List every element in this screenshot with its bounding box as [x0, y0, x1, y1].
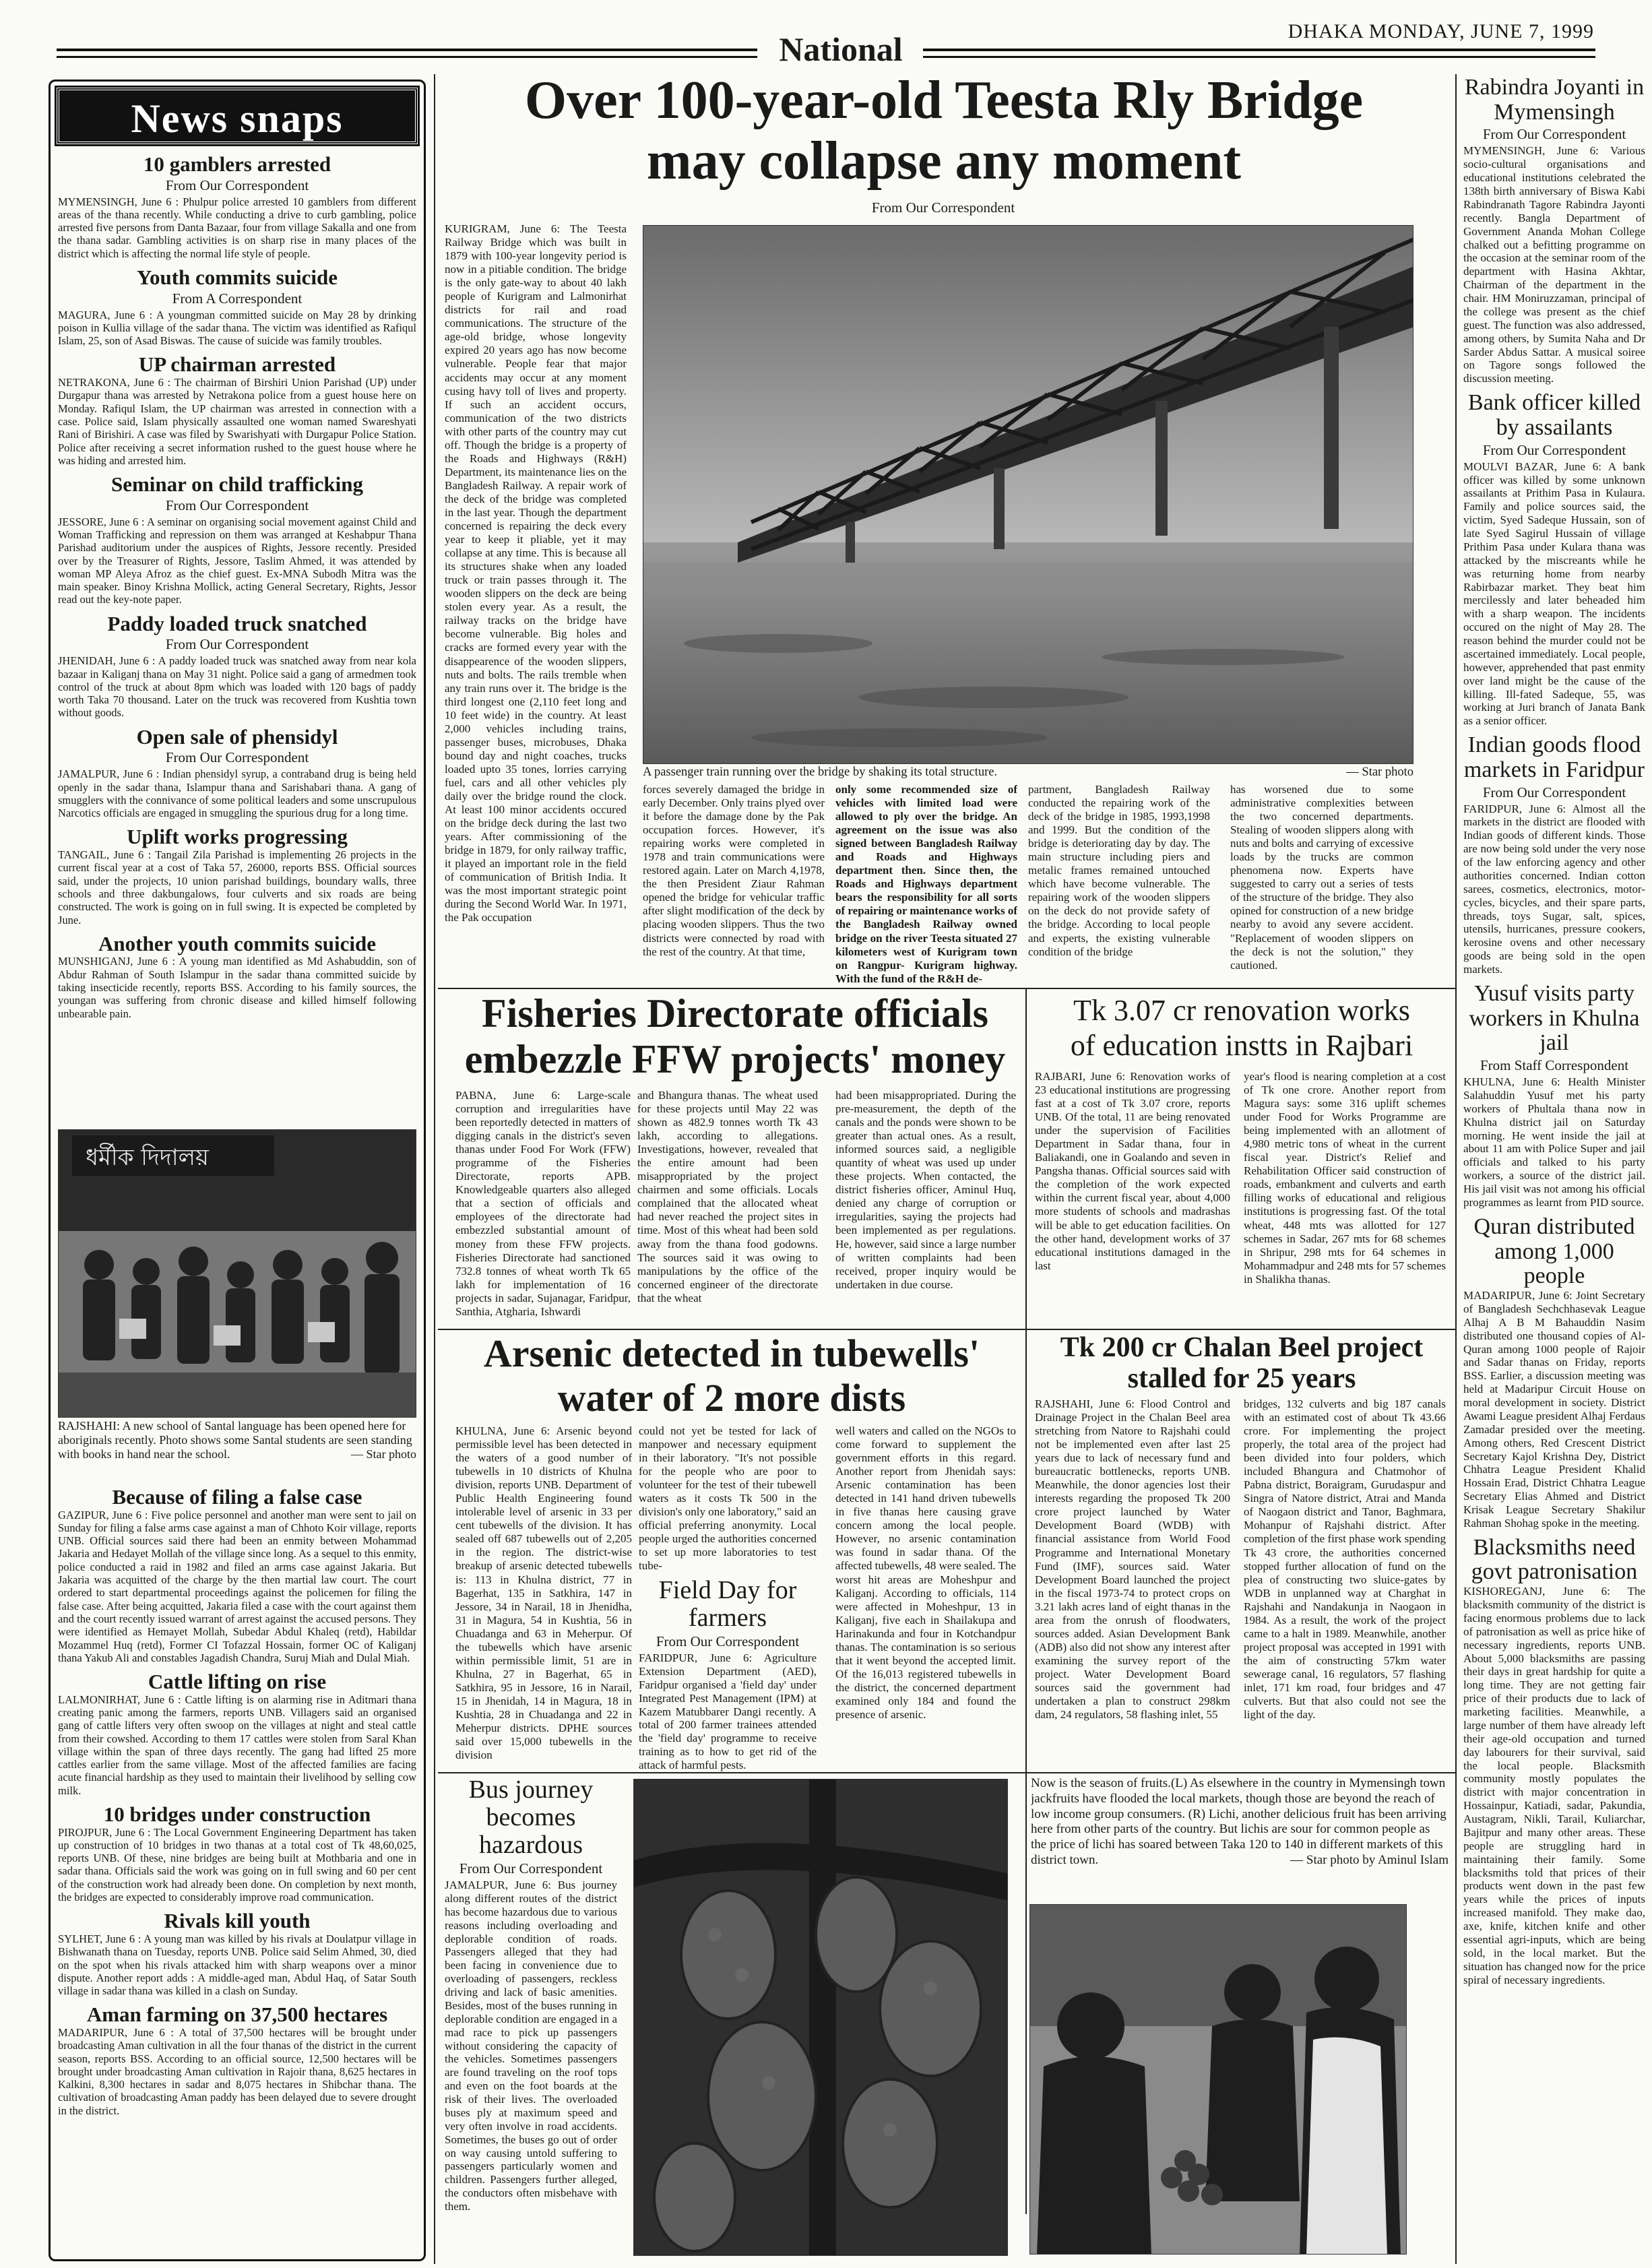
brief-body: PIROJPUR, June 6 : The Local Government Engineering Department has taken up construction of 10 bridges in two thanas at a total cost of Tk 48,60,025, reports UNB. Of these, nine bridges are being built at Mothbaria and one in sadar thana. Officials said the work was going on in full swing and 60 per cent of the construction work had already been done. On completion by next month, the bridges are expected to considerably improve road communication. — [58, 1825, 416, 1904]
lead-headline-line2: may collapse any moment — [646, 131, 1242, 191]
chalan-beel-col-1 — [1035, 1397, 1230, 1769]
bridge-photo-caption: A passenger train running over the bridge by shaking its total structure. — [643, 765, 998, 779]
column-rule-1 — [434, 74, 435, 2264]
brief-headline: Uplift works progressing — [127, 825, 348, 849]
brief-body: JHENIDAH, June 6 : A paddy loaded truck was snatched away from near kola bazaar in Kaliganj thana on May 31 night. Police said a gang of armedmen took control of the truck at about 8pm which was loaded with 120 bags of paddy worth Taka 70 thousand. Later on the truck was recovered from Kushtia town without goods. — [58, 654, 416, 720]
brief-body: MADARIPUR, June 6: Joint Secretary of Bangladesh Sechchhasevak League Alhaj A B M Bahauddin Nasim distributed one thousand copies of Al-Quran among 1000 people of Rajoir and Sadar thanas on Friday, reports BSS. Earlier, a discussion meeting was held at Madaripur Circuit House on moral development in society. District Awami League president Alhaj Ferdaus Zamadar presided over the meeting. Among others, Red Crescent District Secretary Kajol Krishna Dey, District Chhatra League President Khalid Hossain Erad, District Chhatra League Secretary Elias Ahmed and District Krisak League Secretary Shakilur Rahman Shohag spoke in the meeting. — [1463, 1289, 1645, 1530]
chalan-beel-col-2 — [1244, 1397, 1446, 1769]
brief-body: MOULVI BAZAR, June 6: A bank officer was killed by some unknown assailants at Prithim Pasa in Kulaura. Family and police sources said, the victim, Syed Sadeque Hussain, son of late Syed Sagirul Hussain of village Prithim Pasa under Kulara thana was attacked by the miscreants while he was returning home from nearby Rabirbazar market. They beat him mercilessly and later beheaded him with a sharp weapon. The incidents occured on the night of May 28. The reason behind the murder could not be ascertained immediately. Local people, however, apprehended that past enmity over land might be the cause of the killing. Ill-fated Sadeque, 55, was working at Juri branch of Janata Bank as a senior officer. — [1463, 460, 1645, 728]
arsenic-col-3 — [835, 1424, 1016, 1768]
fisheries-col-3-text: had been misappropriated. During the pre-measurement, the depth of the canals and the ponds were shown to be greater than actual ones. As a result, informed sources said, a negligible quantity of wheat was used up under these projects. When contacted, the district fisheries officer, Aminul Huq, denied any charge of corruption or irregularities, saying the projects had been implemented as per regulations. He, however, said since a large number of written complaints had been received, proper inquiry would be undertaken in due course. — [835, 1089, 1016, 1291]
lead-col-5-text: has worsened due to some administrative complexities between the two concerned departments. Stealing of wooden slippers along with nuts and bolts and carrying of excessive loads by the trucks are common phenomena now. Experts have suggested to carry out a series of tests of the structure of the bridge. They also opined for construction of a new bridge nearby to avoid any severe accident. "Replacement of wooden slippers on the deck is not the solution," they cautioned. — [1230, 783, 1413, 972]
lead-headline-line1: Over 100-year-old Teesta Rly Bridge — [524, 71, 1364, 130]
brief-headline: Because of filing a false case — [112, 1485, 362, 1509]
lead-col-4 — [1028, 783, 1210, 985]
news-snaps-briefs-top — [58, 147, 416, 1124]
brief-byline: From Our Correspondent — [165, 636, 309, 653]
brief-headline: Open sale of phensidyl — [136, 724, 338, 749]
masthead-rule-left — [57, 49, 757, 58]
bus-journey-story — [445, 1776, 617, 2261]
brief-headline: Cattle lifting on rise — [148, 1670, 327, 1694]
brief-headline: Paddy loaded truck snatched — [107, 611, 367, 635]
brief-body: LALMONIRHAT, June 6 : Cattle lifting is on alarming rise in Aditmari thana creating panic among the farmers, reports UNB. Villagers said an organised gang of cattle lifters very often swoop on the villages at night and steal cattle from their cowshed. According to them 17 cattles were stolen from Saral Khan village within the span of three days recently. The gang had lifted 25 more cattles earlier from the same village. Most of the affected families are facing acute financial hardship as they used to maintain their livelihood by selling cow milk. — [58, 1693, 416, 1797]
brief-body: MYMENSINGH, June 6 : Phulpur police arrested 10 gamblers from different areas of the thana recently. While conducting a drive to curb gambling, police arrested five persons from Danta Bazaar, four from village Sakalla and one from the thana sadar. Gambling activities is on sharp rise in many places of the district which is affecting the normal life style of people. — [58, 195, 416, 260]
santal-school-photo — [58, 1129, 416, 1418]
fruit-photo-credit: — Star photo by Aminul Islam — [1290, 1852, 1449, 1867]
lead-col-5 — [1230, 783, 1413, 985]
news-snaps-title: News snaps — [57, 88, 418, 144]
brief-body: NETRAKONA, June 6 : The chairman of Birshiri Union Parishad (UP) under Durgapur thana was arrested by Netrakona police from a guest house here on Monday. Rafiqul Islam, the UP chairman was arrested in connection with a case. Police said, Islam physically assaulted one woman named Swareshyati Rani of Birishiri. A case was filed by Swarishyati with Durgapur Police Station. Police after receiving a secret information rushed to the guest house where he was hiding and arrested him. — [58, 376, 416, 467]
bridge-photo-caption-wrap — [643, 765, 1413, 780]
lead-byline: From Our Correspondent — [871, 199, 1015, 216]
masthead-rule-right — [923, 49, 1595, 58]
brief-headline: Youth commits suicide — [137, 265, 338, 290]
section-name: National — [779, 30, 903, 68]
field-day-headline-1: Field Day for — [658, 1577, 797, 1604]
brief-headline: UP chairman arrested — [138, 352, 336, 377]
tk307-headline-line2: of education instts in Rajbari — [1070, 1029, 1413, 1062]
column-rule-right — [1455, 74, 1457, 2264]
brief-headline: Bank officer killed by assailants — [1467, 390, 1641, 440]
brief-headline: Quran distributed among 1,000 people — [1473, 1214, 1635, 1289]
brief-body: JESSORE, June 6 : A seminar on organising social movement against Child and Woman Trafficking and repression on them was arranged at Keshabpur Thana Parishad auditorium under the auspices of Rights, Jessore recently. Presided over by the Treasurer of Rights, Jessore, Taslim Ahmed, it was attended by woman MP Aleya Afroz as the chief guest. Ex-MNA Subodh Mitra was the main speaker. Binoy Krishna Mollick, acting General Secretary, Rights, Jessor read out the key-note paper. — [58, 515, 416, 606]
fruit-caption-text: Now is the season of fruits.(L) As elsewhere in the country in Mymensingh town jackfruits have flooded the local markets, though those are beyond the reach of low income group consumers. (R) Lichi, another delicious fruit has been arriving here from other parts of the country. But lichis are sour for common people as the price of lichi has soared between Taka 120 to 140 in different markets of this district town. — [1031, 1776, 1447, 1867]
lead-col-3-text: only some recommended size of vehicles with limited load were allowed to ply over the bridge. An agreement on the issue was also signed between Bangladesh Railway and Roads and Highways department then. Since then, the Roads and Highways department bears the responsibility for all sorts of repairing or maintenance works of the Bangladesh Railway owned bridge on the river Teesta situated 27 kilometers west of Kurigram town on Rangpur- Kurigram highway. With the fund of the R&H de- — [835, 783, 1017, 985]
chalan-beel-col-1-text: RAJSHAHI, June 6: Flood Control and Drainage Project in the Chalan Beel area stretching from Natore to Rajshahi could not be implemented even after last 25 years due to lack of necessary fund and bureaucratic bottlenecks, reports UNB. Meanwhile, the donor agencies lost their interests regarding the proposed Tk 200 crore project launched by Water Development Board (WDB) with financial assistance from World Food Programme and International Monetary Fund (IMF), sources said. Water Development Board launched the project in the fiscal 1973-74 to protect crops on 3.21 lakh acres land of eight thanas in the area from the onrush of floodwaters, sources added. Asian Development Bank (ADB) also did not show any interest after examining the survey report of the project. Water Development Board sources said the government had undertaken a plan to construct 298km dam, 24 regulators, 58 flashing inlet, 55 — [1035, 1397, 1230, 1722]
right-column — [1463, 70, 1645, 2261]
brief-byline: From A Correspondent — [172, 290, 303, 307]
brief-headline: Another youth commits suicide — [98, 931, 376, 955]
arsenic-headline-line2: water of 2 more dists — [557, 1376, 906, 1420]
brief-body: KHULNA, June 6: Health Minister Salahuddin Yusuf met his party workers of Phultala thana now in Khulna district jail on Saturday morning. He went inside the jail at about 11 am with Police Super and jail officials and talked to his party workers, a source of the district jail. His jail visit was not among his official programmes as learnt from PID source. — [1463, 1075, 1645, 1209]
santal-school-caption — [58, 1419, 416, 1480]
jackfruit-photo — [633, 1779, 1008, 2256]
brief-byline: From Our Correspondent — [1482, 784, 1626, 800]
chalan-beel-headline-line2: stalled for 25 years — [1127, 1363, 1356, 1394]
brief-body: KISHOREGANJ, June 6: The blacksmith community of the district is facing enormous problems due to lack of patronisation as well as price hike of necessary ingredients, reports UNB. About 5,000 blacksmiths are passing their days in great hardship for quite a long time. They are not getting fair price of their products due to lack of marketing facilities. Meanwhile, a large number of them have already left their age-old occupation and turned day labourers for their survival, said the local people. Blacksmith community mostly populates the district with major concentration in Hossainpur, Katiadi, sadar, Pakundia, Austagram, Nikli, Tarail, Kuliarchar, Bajitpur and many other areas. These people are struggling hard in maintaining their family. Some blacksmiths told that prices of their products went down in the past few years while the prices of inputs increased manifold. They make dao, axe, knife, kitchen knife and other essential agri-inputs, which are being sold, in the local market. But the situation has changed now for the price spiral of necessary ingredients. — [1463, 1585, 1645, 1986]
chalan-beel-headline-line1: Tk 200 cr Chalan Beel project — [1060, 1332, 1424, 1363]
brief-headline: Aman farming on 37,500 hectares — [86, 2003, 388, 2027]
brief-headline: 10 bridges under construction — [103, 1802, 371, 1827]
brief-headline: Yusuf visits party workers in Khulna jail — [1469, 980, 1640, 1056]
brief-body: TANGAIL, June 6 : Tangail Zila Parishad is implementing 26 projects in the current fiscal year at a cost of Taka 57, 26000, reports BSS. Official sources said, under the projects, 10 union parishad buildings, boundary walls, three schools and three dakbungalows, four culverts and six roads are being constructed. The work is going on in full swing. It is expected be completed by June. — [58, 848, 416, 926]
brief-headline: 10 gamblers arrested — [143, 152, 331, 176]
fisheries-col-2-text: and Bhangura thanas. The wheat used for these projects until May 22 was shown as 482.9 tonnes worth Tk 43 lakh, according to allegations. Investigations, however, revealed that the entire amount had been misappropriated by the project chairmen and some officials. Locals complained that the allocated wheat had never reached the project sites in time. Most of this wheat had been sold away from the thana food godowns. The sources said it was owing to manipulations by the office of the concerned engineer of the directorate that the wheat — [637, 1089, 818, 1304]
teesta-bridge-photo — [643, 225, 1413, 764]
bridge-photo-credit: — Star photo — [1346, 765, 1413, 779]
arsenic-col-1 — [455, 1424, 632, 1768]
brief-headline: Seminar on child trafficking — [110, 472, 364, 497]
fisheries-col-2 — [637, 1089, 818, 1326]
santal-photo-credit: — Star photo — [351, 1447, 416, 1461]
tk307-col-1-text: RAJBARI, June 6: Renovation works of 23 educational institutions are progressing fast at a cost of Tk 3.07 crore, reports UNB. Of the total, 11 are being renovated under the supervision of Facilities Department in Sadar thana, four in Baliakandi, one in Goalando and seven in Pangsha thanas. Official sources said with the completion of the work expected within the current fiscal year, about 4,000 more students of schools and madrashas will be able to get education facilities. On the other hand, development works of 37 educational institutions damaged in the last — [1035, 1070, 1230, 1272]
bus-journey-headline-3: hazardous — [478, 1831, 583, 1860]
bus-journey-headline-1: Bus journey — [468, 1776, 594, 1804]
fisheries-headline-line1: Fisheries Directorate officials — [482, 991, 988, 1036]
brief-headline: Blacksmiths need govt patronisation — [1471, 1534, 1638, 1585]
brief-body: GAZIPUR, June 6 : Five police personnel and another man were sent to jail on Sunday for filing a false arms case against a man of Chhoto Koir village, reports UNB. Official sources said there had been an enmity between Mohammad Jakaria and Hedayet Mollah of the village since long. As a sequel to this enmity, police conducted a raid in 1982 and filed an arms case against Jakaria. But Jakaria was acquitted of the charge by the then martial law court. The court ordered to start departmental proceedings against the policemen for filing the false case. After being acquitted, Jakaria filed a case with the court against them and the court recently issued warrant of arrest against the accused persons. They were identified as Hemayet Mollah, Subedar Abdul Khaleq (retd), Habildar Mozammel Huq (retd), Former CI Tofazzal Hossain, former OC of Kaliganj thana Yakub Ali and constables Jagadish Chandra, Suruj Miah and Dulal Miah. — [58, 1508, 416, 1664]
fruit-caption — [1031, 1776, 1449, 1897]
brief-body: MUNSHIGANJ, June 6 : A young man identified as Md Ashabuddin, son of Abdur Rahman of South Islampur in the sadar thana committed suicide by taking insecticide recently, reports BSS. According to his family sources, the youngan was suffering from chronic disease and killed himself following unbearable pain. — [58, 955, 416, 1020]
brief-byline: From Staff Correspondent — [1480, 1057, 1629, 1074]
rule-below-fisheries — [438, 1329, 1455, 1330]
santal-caption-text: RAJSHAHI: A new school of Santal language has been opened here for aboriginals recently. Photo shows some Santal students are seen standing with books in hand near the school. — [58, 1419, 412, 1461]
brief-body: FARIDPUR, June 6: Almost all the markets in the district are flooded with Indian goods of different kinds. Those are now being sold under the very nose of the law enforcing agency and other authorities concerned. Indian cotton sarees, cosmetics, electronics, motor-cycles, bicycles, and their spare parts, threads, toys Sugar, salt, spices, utensils, hurricanes, pressure cookers, kerosine ovens and other necessary goods are being sold in the open markets. — [1463, 802, 1645, 976]
brief-byline: From Our Correspondent — [1482, 441, 1626, 458]
fisheries-col-1-text: PABNA, June 6: Large-scale corruption and irregularities have been reportedly detected in matters of digging canals in the district's seven thanas under Food For Work (FFW) programme of the Fisheries Directorate, reports APB. Knowledgeable quarters also alleged that a section of officials and employees of the directorate had embezzled substantial amount of money from these FFW projects. Fisheries Directorate had sanctioned 732.8 tonnes of wheat worth Tk 65 lakh for implementation of 16 projects in sadar, Sujanagar, Faridpur, Santhia, Atgharia, Ishwardi — [455, 1089, 631, 1318]
field-day-byline: From Our Correspondent — [656, 1633, 800, 1650]
bus-journey-body: JAMALPUR, June 6: Bus journey along different routes of the district has become hazardous due to various reasons including overloading and deplorable condition of roads. Passengers alleged that they had been facing in convenience due to overloading of passengers, reckless driving and lack of basic amenities. Besides, most of the buses running in deplorable condition are engaged in a mad race to pick up passengers without considering the capacity of the vehicles. Sometimes passengers are found traveling on the roof tops and even on the foot boards at the risk of their lives. The overloaded buses ply at maximum speed and very often involve in road accidents. Sometimes, the buses go out of order on way causing untold suffering to passengers particularly women and children. Passengers further alleged, the conductors often misbehave with them. — [445, 1879, 617, 2213]
lead-col-3 — [835, 783, 1017, 985]
arsenic-col-1-text: KHULNA, June 6: Arsenic beyond permissible level has been detected in the waters of a good number of tubewells in 10 districts of Khulna division, reports UNB. Department of Public Health Engineering found intolerable level of arsenic in 33 per cent tubewells of the division. It has sealed off 687 tubewells out of 2,205 in the region. The district-wise breakup of arsenic detected tubewells is: 113 in Khulna district, 77 in Bagerhat, 135 in Satkhira, 147 in Jessore, 34 in Narail, 18 in Jhenidha, 31 in Magura, 54 in Kushtia, 56 in Chuadanga and 63 in Meherpur. Of the tubewells which have arsenic within permissible limit, 51 are in Khulna, 27 in Bagerhat, 65 in Satkhira, 95 in Jessore, 16 in Narail, 15 in Jhenidah, 14 in Magura, 18 in Kushtia, 28 in Chuadanga and 22 in Meherpur districts. DPHE sources said over 15,000 tubewells in the division — [455, 1424, 632, 1762]
tk307-col-2 — [1244, 1070, 1446, 1326]
lead-col-1 — [445, 222, 627, 984]
arsenic-col-2 — [639, 1424, 817, 1581]
tk307-col-2-text: year's flood is nearing completion at a cost of Tk one crore. Another report from Magura says: some 316 uplift schemes under Food for Works Programme are being implemented with an allotment of 4,980 metric tons of wheat in the current fiscal year. District's Relief and Rehabilitation Officer said construction of roads, embankment and culverts and earth filling works of educational and religious institutions is progressing fast. Of the total wheat, 448 mts was allotted for 127 schemes in Sadar, 267 mts for 68 schemes in Shripur, 298 mts for 64 schemes in Mohammadpur and 248 mts for 57 schemes in Shalikha thanas. — [1244, 1070, 1446, 1286]
brief-headline: Indian goods flood markets in Faridpur — [1463, 732, 1645, 782]
brief-byline: From Our Correspondent — [165, 749, 309, 766]
brief-headline: Rabindra Joyanti in Mymensingh — [1464, 75, 1645, 125]
tk307-col-1 — [1035, 1070, 1230, 1326]
tk307-headline-line1: Tk 3.07 cr renovation works — [1073, 994, 1410, 1027]
fisheries-col-1 — [455, 1089, 631, 1326]
brief-byline: From Our Correspondent — [165, 497, 309, 513]
arsenic-col-3-text: well waters and called on the NGOs to come forward to supplement the government efforts in this regard. Another report from Jhenidah says: Arsenic contamination has been detected in 141 hand driven tubewells in five thanas here causing grave concern among the local people. However, no arsenic contamination was found in sadar thana. Of the affected tubewells, 48 were sealed. The worst hit areas are Moheshpur and Kaliganj. According to officials, 114 were affected in Moheshpur, 13 in Kaliganj, five each in Shailakupa and Harinakunda and four in Kotchandpur thanas. The contamination is so serious that it went beyond the accepted limit. Of the 16,013 registered tubewells in the district, the concerned department examined only 184 and found the presence of arsenic. — [835, 1424, 1016, 1721]
jackfruit-illustration — [634, 1779, 1008, 2256]
brief-body: JAMALPUR, June 6 : Indian phensidyl syrup, a contraband drug is being held openly in the sadar thana, Islampur thana and Sarishabari thana. A gang of smugglers with the connivance of some political leaders and some unscrupulous Narcotics officials are engaged in smuggling the spurious drug for a long time. — [58, 767, 416, 820]
arsenic-col-2-text: could not yet be tested for lack of manpower and necessary equipment in their laboratory. "It's not possible for the people who are poor to volunteer for the test of their tubewell waters as it costs Tk 500 in the division's only one laboratory," said an official preferring anonymity. Local people urged the authorities concerned to set up more laboratories to test tube- — [639, 1424, 817, 1573]
lead-col-1-text: KURIGRAM, June 6: The Teesta Railway Bridge which was built in 1879 with 100-year longevity period is now in a pitiable condition. The bridge is the only gate-way to about 40 lakh people of Kurigram and Lalmonirhat districts for rail and road communications. The structure of the age-old bridge, whose longevity expired 20 years ago has now become vulnerable. People fear that major accidents may occur at any moment cusing havy toll of lives and property. If such an accident occurs, communication of the two districts with other parts of the country may cut off. Though the bridge is a property of the Roads and Highways (R&H) Department, its maintenance lies on the Bangladesh Railway. A repair work of the deck of the bridge was completed in the last year. Though the department concerned is repairing the deck every year to keep it pliable, yet it may collapse at any time. This is because all its structures shake when any loaded truck or train passes through it. The wooden slippers on the deck are being stolen every year. As a result, the railway tracks on the bridge have become vulnerable. Big holes and cracks are formed every year with the disappearence of the wooden slippers, nuts and bolts. The rails tremble when any train runs over it. The bridge is the third longest one (2,110 feet long and 10 feet wide) in the country. At least 2,000 vehicles including trains, passenger buses, microbuses, Dhaka bound day and night coaches, trucks loaded upto 35 tones, lorries carrying fuel, cars and all other vehicles ply daily over the bridge round the clock. At least 100 minor accidents occured on the bridge deck during the last two years. After commissioning of the bridge in 1879, for only railway traffic, it played an important role in the field of communication of British India. It was the most important strategic point during the Second World War. In 1971, the Pak occupation — [445, 222, 627, 924]
brief-headline: Rivals kill youth — [164, 1909, 311, 1933]
bridge-illustration — [643, 226, 1413, 764]
brief-body: MYMENSINGH, June 6: Various socio-cultural organisations and educational institutions celebrated the 138th birth anniversary of Biswa Kabi Rabindranath Tagore Rabindra Jayonti recently. Bangla Department of Government Ananda Mohan College chalked out a befitting programme on the occasion at the seminar room of the department with Hasina Akhtar, Chairman of the department in the chair. HM Moniruzzaman, principal of the college was present as the chief guest. The function was also addressed, among others, by Sumita Naha and Dr Sarder Abdus Sattar. A musical soiree on Tagore songs followed the discussion meeting. — [1463, 144, 1645, 385]
field-day-body: FARIDPUR, June 6: Agriculture Extension Department (AED), Faridpur organised a 'field day' under Integrated Pest Management (IPM) at Kazem Matubbarer Dangi recently. A total of 200 farmer trainees attended the 'field day' programme to receive training as to how to get rid of the attack of harmful pests. — [639, 1651, 817, 1772]
lead-col-2 — [643, 783, 825, 985]
dateline: DHAKA MONDAY, JUNE 7, 1999 — [1288, 20, 1594, 42]
lichi-illustration — [1030, 1905, 1407, 2255]
fisheries-col-3 — [835, 1089, 1016, 1326]
bus-journey-byline: From Our Correspondent — [459, 1860, 603, 1877]
lead-col-2-text: forces severely damaged the bridge in early December. Only trains plyed over it before the damage done by the Pak occupation forces. However, it's repairing works were completed in 1978 and train communications were restored again. Later on March 4,1978, the then President Ziaur Rahman opened the bridge for vehicular traffic after slight modification of the deck by placing wooden slippers. Thus the two districts were connected by road with the rest of the country. At that time, — [643, 783, 825, 958]
lichi-photo — [1029, 1904, 1407, 2255]
brief-body: MADARIPUR, June 6 : A total of 37,500 hectares will be brought under broadcasting Aman cultivation in all the four thanas of the district in the current season, reports BSS. According to an official source, 12,500 hectares will be brought under broadcasting Aman cultivation in Rajoir thana, 8,625 hectares in Kalkini, 8,300 hectares in sadar and 8,075 hectares in Shibchar thana. The cultivation of broadcasting Aman paddy has been delayed due to severe drought in the district. — [58, 2025, 416, 2117]
bus-journey-headline-2: becomes — [486, 1803, 576, 1832]
santal-school-illustration — [59, 1130, 416, 1418]
brief-byline: From Our Correspondent — [1482, 126, 1626, 143]
fisheries-headline-line2: embezzle FFW projects' money — [464, 1037, 1006, 1081]
brief-body: SYLHET, June 6 : A young man was killed by his rivals at Doulatpur village in Bishwanath thana on Tuesday, reports UNB. Police said Selim Ahmed, 30, died on the spot when his rivals attacked him with sharp weapons over a minor dispute. Another report adds : A middle-aged man, Abdul Haq, of Satar South village in sadar thana was killed in a clash on Sunday. — [58, 1932, 416, 1998]
brief-body: MAGURA, June 6 : A youngman committed suicide on May 28 by drinking poison in Kullia village of the sadar thana. The victim was identified as Rafiqul Islam, 25, son of Asad Biswas. The cause of suicide was family troubles. — [58, 308, 416, 348]
lead-col-4-text: partment, Bangladesh Railway conducted the repairing work of the deck of the bridge in 1985, 1993,1998 and 1999. But the condition of the bridge is deteriorating day by day. The main structure including piers and metalic frames remained untouched which have become vulnerable. The repairing work of the wooden slippers on the deck do not provide safety of the bridge. According to local people and experts, the existing vulnerable condition of the bridge — [1028, 783, 1210, 958]
rule-below-arsenic — [438, 1772, 1455, 1773]
chalan-beel-col-2-text: bridges, 132 culverts and big 187 canals with an estimated cost of about Tk 43.66 crore. For implementing the project properly, the total area of the project had been divided into four polders, which included Bhangura and Chatmohor of Pabna district, Boraigram, Gurudaspur and Singra of Natore district, Atrai and Manda of Naogaon district and Tanor, Baghmara, Mohanpur of Rajshahi district. After completion of the first phase work spending Tk 43 crore, the authorities concerned stopped further allocation of fund on the plea of constructing two sluice-gates by WDB in unplanned way at Charghat in Rajshahi and Nandakunja in Naogaon in 1984. As a result, the work of the project came to a halt in 1989. Meanwhile, another project proposal was accepted in 1991 with the aim of constructing 57km water sewerage canal, 16 regulators, 57 flashing inlet, 171 km road, four bridges and 47 culverts. But that also could not see the light of the day. — [1244, 1397, 1446, 1722]
field-day-headline-2: farmers — [688, 1604, 767, 1633]
rule-below-lead — [438, 988, 1455, 989]
field-day-story — [639, 1577, 817, 1772]
arsenic-headline-line1: Arsenic detected in tubewells' — [483, 1331, 980, 1375]
school-sign-text: ধর্মীক দিদালয় — [86, 1144, 209, 1171]
brief-byline: From Our Correspondent — [165, 177, 309, 193]
column-rule-tk307 — [1025, 988, 1027, 2214]
news-snaps-briefs-bottom — [58, 1480, 416, 2255]
